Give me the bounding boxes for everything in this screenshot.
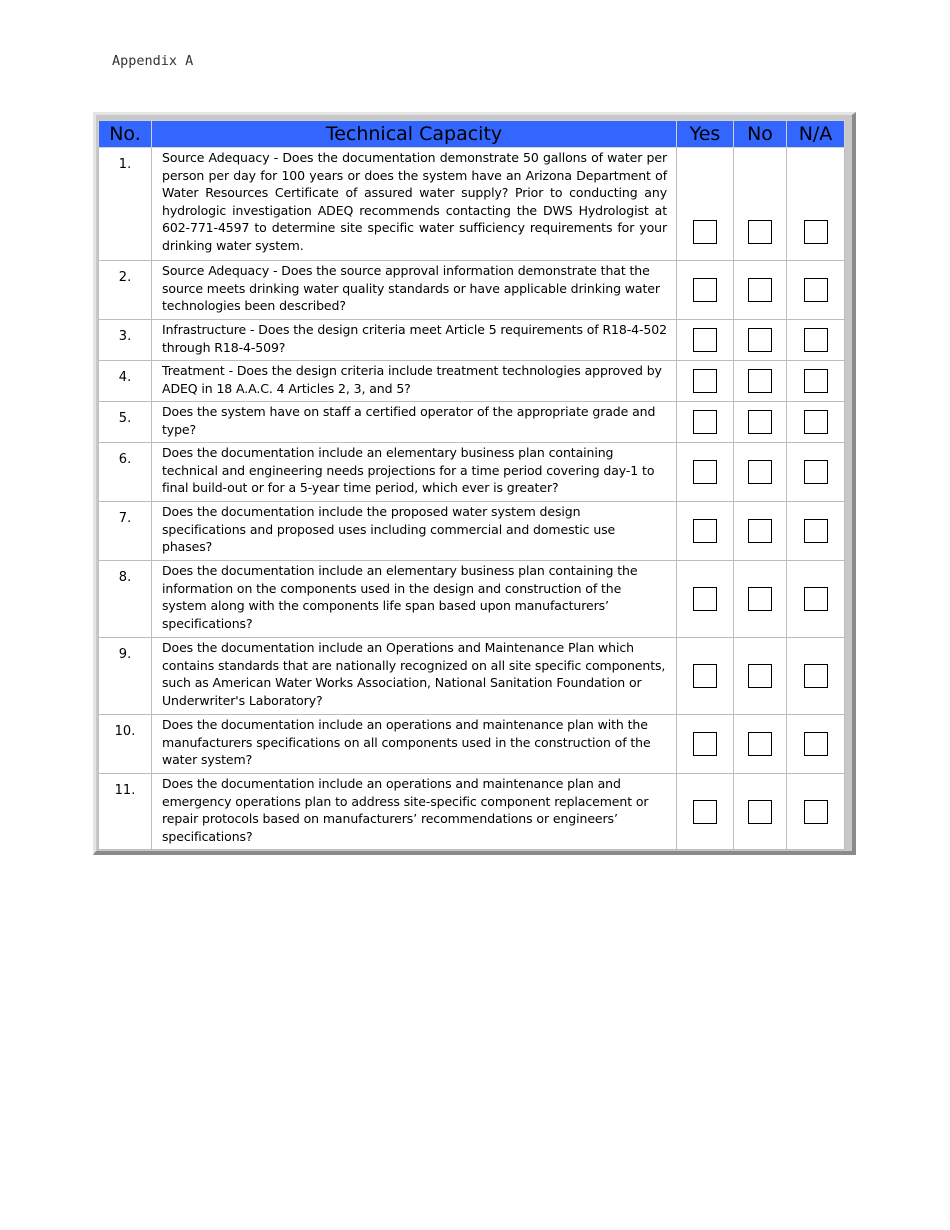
table-row	[99, 561, 845, 638]
no-cell	[734, 402, 787, 443]
table-row	[99, 361, 845, 402]
yes-checkbox[interactable]	[693, 664, 717, 688]
row-number: 3.	[99, 320, 152, 361]
row-number: 11.	[99, 774, 152, 850]
no-cell	[734, 774, 787, 850]
no-cell	[734, 320, 787, 361]
no-checkbox[interactable]	[748, 369, 772, 393]
yes-cell	[677, 502, 734, 561]
table-row	[99, 443, 845, 502]
na-cell	[787, 715, 845, 774]
no-cell	[734, 561, 787, 638]
yes-checkbox[interactable]	[693, 519, 717, 543]
no-checkbox[interactable]	[748, 800, 772, 824]
na-cell	[787, 320, 845, 361]
row-number: 2.	[99, 261, 152, 320]
table-row	[99, 402, 845, 443]
no-checkbox[interactable]	[748, 664, 772, 688]
na-cell	[787, 561, 845, 638]
no-checkbox[interactable]	[748, 732, 772, 756]
row-number: 1.	[99, 148, 152, 261]
no-cell	[734, 443, 787, 502]
row-number: 7.	[99, 502, 152, 561]
technical-capacity-table	[98, 120, 845, 850]
row-number: 4.	[99, 361, 152, 402]
table-header-row	[99, 121, 845, 148]
na-checkbox[interactable]	[804, 328, 828, 352]
row-question: Does the documentation include an elementary business plan containing technical and engineering needs projections for a time period covering day-1 to final build-out or for a 5-year time period, which ever is greater?	[152, 443, 677, 502]
na-checkbox[interactable]	[804, 460, 828, 484]
table-row	[99, 261, 845, 320]
header-yes: Yes	[677, 121, 734, 148]
na-checkbox[interactable]	[804, 369, 828, 393]
no-cell	[734, 715, 787, 774]
yes-cell	[677, 715, 734, 774]
yes-cell	[677, 443, 734, 502]
no-checkbox[interactable]	[748, 220, 772, 244]
table-row	[99, 638, 845, 715]
no-checkbox[interactable]	[748, 278, 772, 302]
row-number: 6.	[99, 443, 152, 502]
header-no-answer: No	[734, 121, 787, 148]
yes-cell	[677, 402, 734, 443]
na-checkbox[interactable]	[804, 587, 828, 611]
na-checkbox[interactable]	[804, 519, 828, 543]
na-cell	[787, 402, 845, 443]
table-row	[99, 502, 845, 561]
row-question: Treatment - Does the design criteria include treatment technologies approved by ADEQ in 18 A.A.C. 4 Articles 2, 3, and 5?	[152, 361, 677, 402]
na-checkbox[interactable]	[804, 664, 828, 688]
row-question: Source Adequacy - Does the documentation demonstrate 50 gallons of water per person per day for 100 years or does the system have an Arizona Department of Water Resources Certificate of assured water supply? Prior to conducting any hydrologic investigation ADEQ recommends contacting the DWS Hydrologist at 602-771-4597 to determine site specific water sufficiency requirements for your drinking water system.	[152, 148, 677, 261]
row-question: Does the documentation include an operations and maintenance plan with the manufacturers specifications on all components used in the construction of the water system?	[152, 715, 677, 774]
header-technical-capacity: Technical Capacity	[152, 121, 677, 148]
row-number: 5.	[99, 402, 152, 443]
no-cell	[734, 361, 787, 402]
no-cell	[734, 638, 787, 715]
yes-checkbox[interactable]	[693, 328, 717, 352]
row-number: 10.	[99, 715, 152, 774]
yes-cell	[677, 148, 734, 261]
row-number: 8.	[99, 561, 152, 638]
table-row	[99, 715, 845, 774]
row-question: Does the documentation include an Operations and Maintenance Plan which contains standards that are nationally recognized on all site specific components, such as American Water Works Association, National Sanitation Foundation or Underwriter's Laboratory?	[152, 638, 677, 715]
na-cell	[787, 361, 845, 402]
yes-checkbox[interactable]	[693, 460, 717, 484]
no-checkbox[interactable]	[748, 587, 772, 611]
table-row	[99, 774, 845, 850]
na-cell	[787, 261, 845, 320]
na-cell	[787, 148, 845, 261]
na-checkbox[interactable]	[804, 410, 828, 434]
row-question: Source Adequacy - Does the source approval information demonstrate that the source meets drinking water quality standards or have applicable drinking water technologies been described?	[152, 261, 677, 320]
yes-cell	[677, 361, 734, 402]
na-cell	[787, 774, 845, 850]
na-cell	[787, 502, 845, 561]
no-cell	[734, 261, 787, 320]
row-question: Does the documentation include an operations and maintenance plan and emergency operations plan to address site-specific component replacement or repair protocols based on manufacturers’ recommendations or engineers’ specifications?	[152, 774, 677, 850]
header-no: No.	[99, 121, 152, 148]
na-cell	[787, 638, 845, 715]
yes-checkbox[interactable]	[693, 278, 717, 302]
no-cell	[734, 502, 787, 561]
no-checkbox[interactable]	[748, 460, 772, 484]
no-checkbox[interactable]	[748, 519, 772, 543]
appendix-label: Appendix A	[112, 53, 194, 69]
row-question: Infrastructure - Does the design criteria meet Article 5 requirements of R18-4-502 through R18-4-509?	[152, 320, 677, 361]
yes-checkbox[interactable]	[693, 587, 717, 611]
yes-checkbox[interactable]	[693, 369, 717, 393]
no-cell	[734, 148, 787, 261]
no-checkbox[interactable]	[748, 328, 772, 352]
yes-cell	[677, 261, 734, 320]
yes-cell	[677, 320, 734, 361]
header-na: N/A	[787, 121, 845, 148]
yes-checkbox[interactable]	[693, 732, 717, 756]
row-number: 9.	[99, 638, 152, 715]
row-question: Does the documentation include an elementary business plan containing the information on the components used in the design and construction of the system along with the components life span based upon manufacturers’ specifications?	[152, 561, 677, 638]
na-checkbox[interactable]	[804, 732, 828, 756]
yes-checkbox[interactable]	[693, 410, 717, 434]
no-checkbox[interactable]	[748, 410, 772, 434]
table-row	[99, 320, 845, 361]
yes-cell	[677, 638, 734, 715]
row-question: Does the documentation include the proposed water system design specifications and proposed uses including commercial and domestic use phases?	[152, 502, 677, 561]
na-checkbox[interactable]	[804, 800, 828, 824]
yes-checkbox[interactable]	[693, 220, 717, 244]
yes-checkbox[interactable]	[693, 800, 717, 824]
na-checkbox[interactable]	[804, 278, 828, 302]
table-row	[99, 148, 845, 261]
na-checkbox[interactable]	[804, 220, 828, 244]
row-question: Does the system have on staff a certified operator of the appropriate grade and type?	[152, 402, 677, 443]
na-cell	[787, 443, 845, 502]
yes-cell	[677, 561, 734, 638]
yes-cell	[677, 774, 734, 850]
